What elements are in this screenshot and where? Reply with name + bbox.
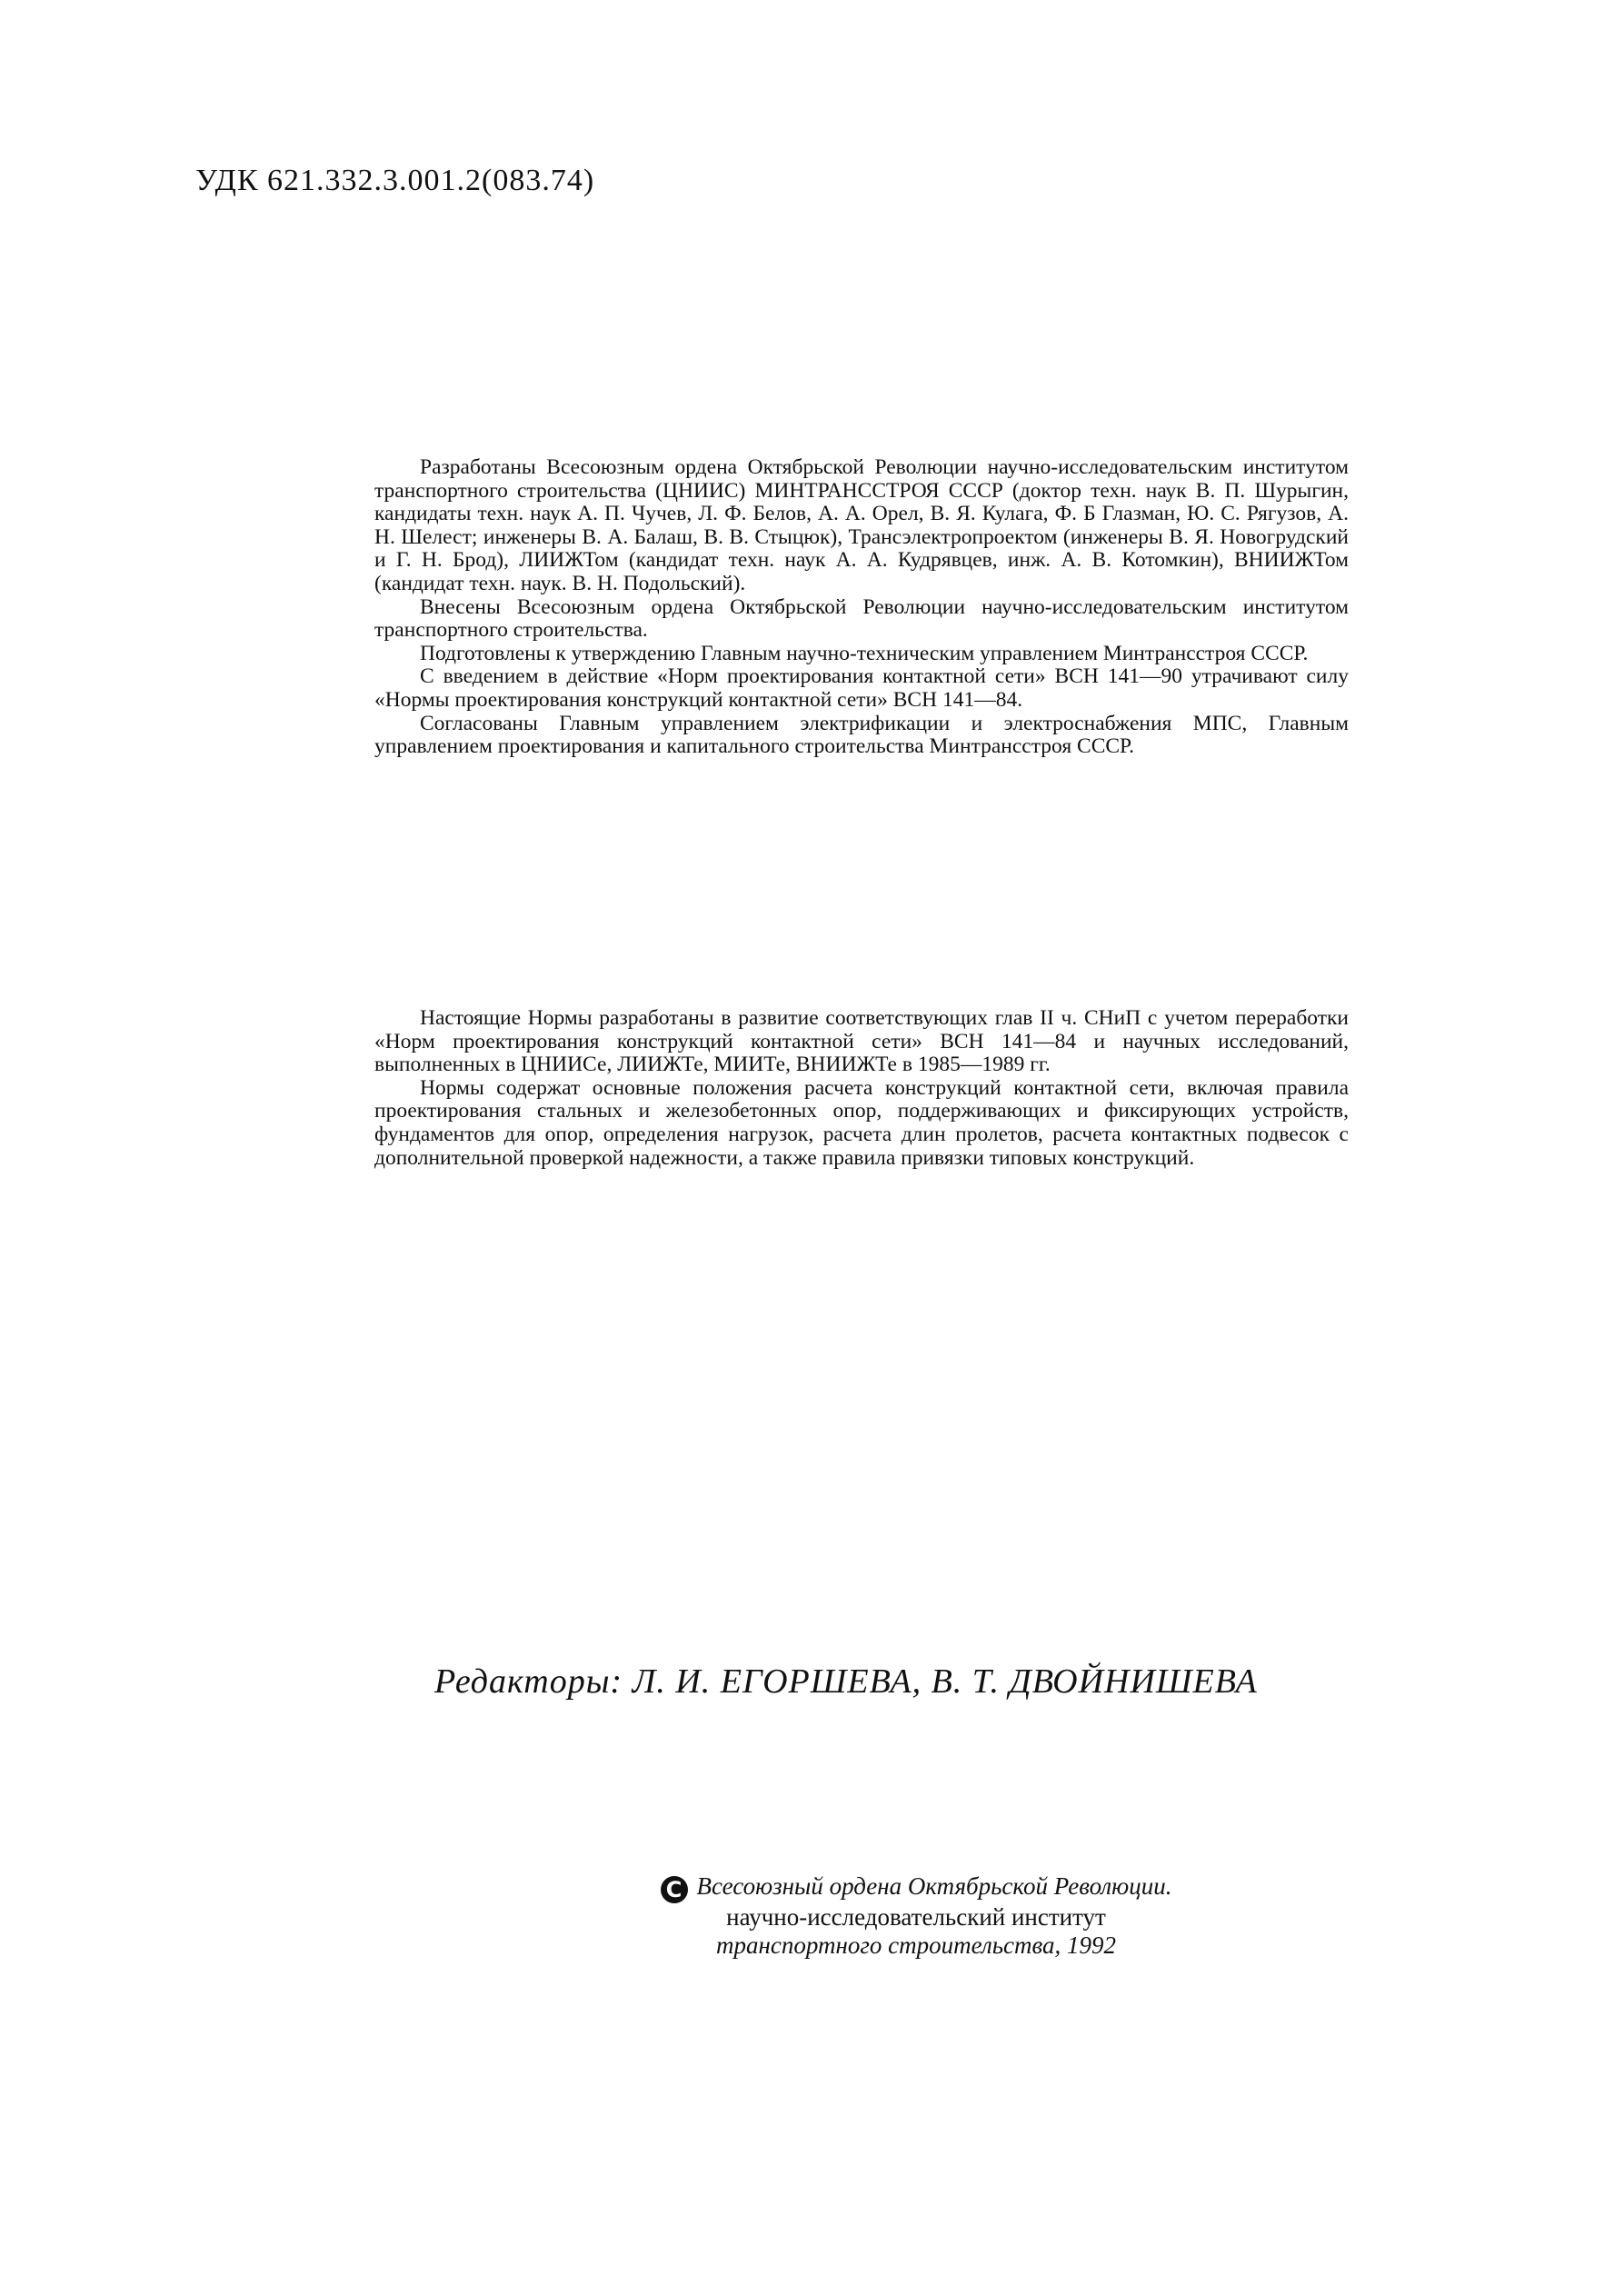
abstract-section — [374, 1007, 1349, 1170]
abstract-paragraph-1: Настоящие Нормы разработаны в развитие соответствующих глав II ч. СНиП с учетом переработки «Норм проектирования конструкций контактной сети» ВСН 141—84 и научных исследований, выполненных в ЦНИИСе, ЛИИЖТе, МИИТе, ВНИИЖТе в 1985—1989 гг. — [374, 1006, 1349, 1077]
credits-submitted: Внесены Всесоюзным ордена Октябрьской Революции научно-исследовательским институтом транспортного строительства. — [374, 594, 1349, 643]
copyright-icon: C — [661, 1876, 688, 1903]
copyright-line-3: транспортного строительства, 1992 — [715, 1932, 1117, 1959]
credits-section — [374, 456, 1349, 759]
copyright-block — [516, 1872, 1316, 1960]
abstract-paragraph-2: Нормы содержат основные положения расчета конструкций контактной сети, включая правила проектирования стальных и железобетонных опор, поддерживающих и фиксирующих устройств, фундаментов для опор, определения нагрузок, расчета длин пролетов, расчета контактных подвесок с дополнительной проверкой надежности, а также правила привязки типовых конструкций. — [374, 1075, 1349, 1170]
editors-line: Редакторы: Л. И. ЕГОРШЕВА, В. Т. ДВОЙНИШЕВА — [434, 1662, 1258, 1701]
credits-superseded: С введением в действие «Норм проектирования контактной сети» ВСН 141—90 утрачивают силу «Нормы проектирования конструкций контактной сети» ВСН 141—84. — [374, 664, 1349, 712]
udk-code: УДК 621.332.3.001.2(083.74) — [195, 164, 595, 197]
credits-prepared: Подготовлены к утверждению Главным научно-техническим управлением Минтрансстроя СССР. — [420, 641, 1309, 665]
copyright-line-1 — [516, 1872, 1316, 1903]
credits-developed: Разработаны Всесоюзным ордена Октябрьской Революции научно-исследовательским институтом транспортного строительства (ЦНИИС) МИНТРАНССТРОЯ СССР (доктор техн. наук В. П. Шурыгин, кандидаты техн. наук А. П. Чучев, Л. Ф. Белов, А. А. Орел, В. Я. Кулага, Ф. Б Глазман, Ю. С. Рягузов, А. Н. Шелест; инженеры В. А. Балаш, В. В. Стыцюк), Трансэлектропроектом (инженеры В. Я. Новогрудский и Г. Н. Брод), ЛИИЖТом (кандидат техн. наук А. А. Кудрявцев, инж. А. В. Котомкин), ВНИИЖТом (кандидат техн. наук. В. Н. Подольский). — [374, 455, 1349, 595]
copyright-line-1-text: Всесоюзный ордена Октябрьской Революции. — [696, 1872, 1172, 1900]
copyright-line-2: научно-исследовательский институт — [726, 1903, 1106, 1931]
credits-agreed: Согласованы Главным управлением электрификации и электроснабжения МПС, Главным управлением проектирования и капитального строительства Минтрансстроя СССР. — [374, 711, 1349, 759]
